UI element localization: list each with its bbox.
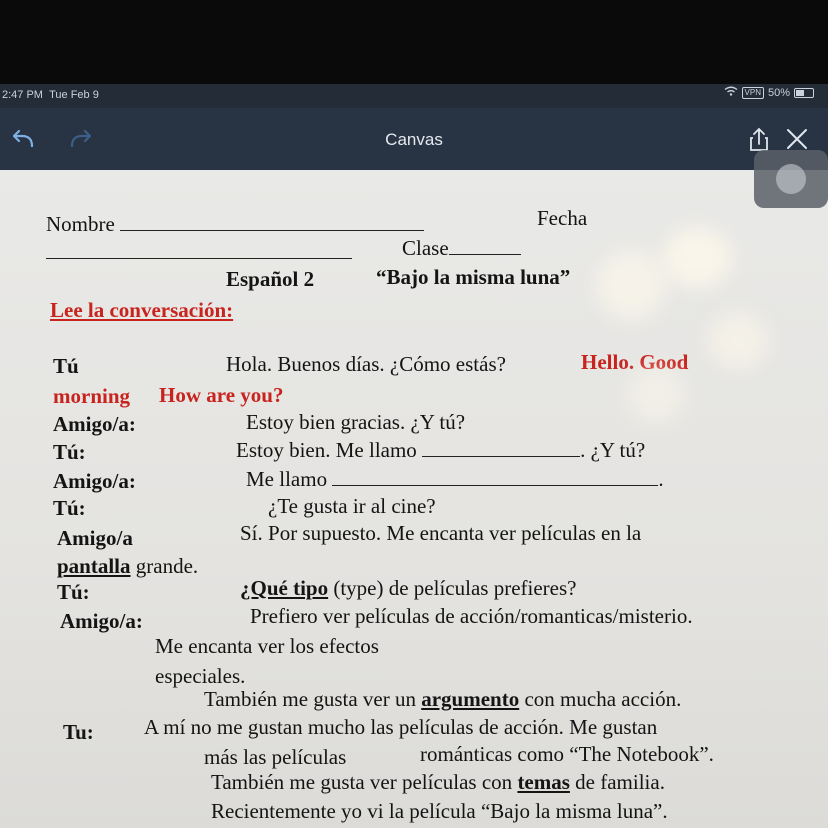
document-page [0, 170, 828, 828]
screen-glare [596, 250, 666, 320]
dialogue-text: También me gusta ver películas con temas de familia. [211, 770, 665, 794]
speaker-label: Tú: [53, 496, 86, 520]
assistive-touch-button[interactable] [754, 150, 828, 208]
dialogue-text: Prefiero ver películas de acción/romanticas/misterio. [250, 604, 693, 628]
battery-percent: 50% [767, 86, 790, 99]
translation-text: Hello. Good [581, 350, 689, 374]
instruction-heading: Lee la conversación: [50, 298, 234, 322]
dialogue-text: románticas como “The Notebook”. [420, 742, 714, 766]
speaker-label: Tu: [63, 720, 94, 744]
dialogue-text: A mí no me gustan mucho las películas de acción. Me gustan [144, 715, 658, 739]
fecha-label: Fecha [537, 206, 588, 230]
battery-icon [794, 88, 814, 98]
screen-glare [662, 228, 732, 288]
dialogue-text: Recientemente yo vi la película “Bajo la misma luna”. [211, 799, 668, 823]
dialogue-text: También me gusta ver un argumento con mucha acción. [204, 687, 682, 711]
dialogue-text: Estoy bien. Me llamo . ¿Y tú? [236, 438, 646, 462]
speaker-label: Tú [53, 354, 79, 378]
speaker-label: Amigo/a: [53, 469, 136, 493]
dialogue-text: Me encanta ver los efectos [155, 634, 379, 658]
vpn-badge: VPN [742, 87, 764, 99]
speaker-label: Amigo/a: [53, 412, 136, 436]
name-blank[interactable] [332, 485, 658, 486]
course-label: Español 2 [226, 267, 315, 291]
toolbar-title: Canvas [385, 130, 443, 149]
screen-glare [708, 312, 768, 370]
nombre-field[interactable] [46, 212, 424, 236]
dialogue-text: ¿Qué tipo (type) de películas prefieres? [240, 576, 577, 600]
device-bezel [0, 0, 828, 84]
dialogue-text: Sí. Por supuesto. Me encanta ver películas en la [240, 521, 642, 545]
app-toolbar [0, 108, 828, 170]
speaker-label: Amigo/a: [60, 609, 143, 633]
speaker-label: Tú: [57, 580, 90, 604]
dialogue-text: Hola. Buenos días. ¿Cómo estás? [226, 352, 506, 376]
screen-glare [626, 366, 686, 424]
dialogue-text: ¿Te gusta ir al cine? [268, 494, 436, 518]
nombre-label: Nombre [46, 212, 115, 236]
speaker-label: Tú: [53, 440, 86, 464]
extra-blank[interactable] [46, 240, 352, 264]
document-title: “Bajo la misma luna” [376, 265, 571, 289]
speaker-label: Amigo/a [57, 526, 133, 550]
translation-text: How are you? [159, 383, 284, 407]
clase-field[interactable] [402, 236, 521, 260]
status-time: 2:47 PM Tue Feb 9 [2, 89, 99, 101]
status-bar [0, 84, 828, 108]
wifi-icon [724, 86, 738, 99]
clase-blank[interactable] [449, 254, 521, 255]
dialogue-text: Estoy bien gracias. ¿Y tú? [246, 410, 466, 434]
nombre-blank[interactable] [120, 230, 424, 231]
clase-label: Clase [402, 236, 449, 260]
status-right [724, 86, 814, 99]
dialogue-text: pantalla grande. [57, 554, 199, 578]
dialogue-text: más las películas [204, 745, 347, 769]
translation-text: morning [53, 384, 131, 408]
name-blank[interactable] [422, 456, 580, 457]
dialogue-text: especiales. [155, 664, 246, 688]
dialogue-text: Me llamo . [246, 467, 664, 491]
